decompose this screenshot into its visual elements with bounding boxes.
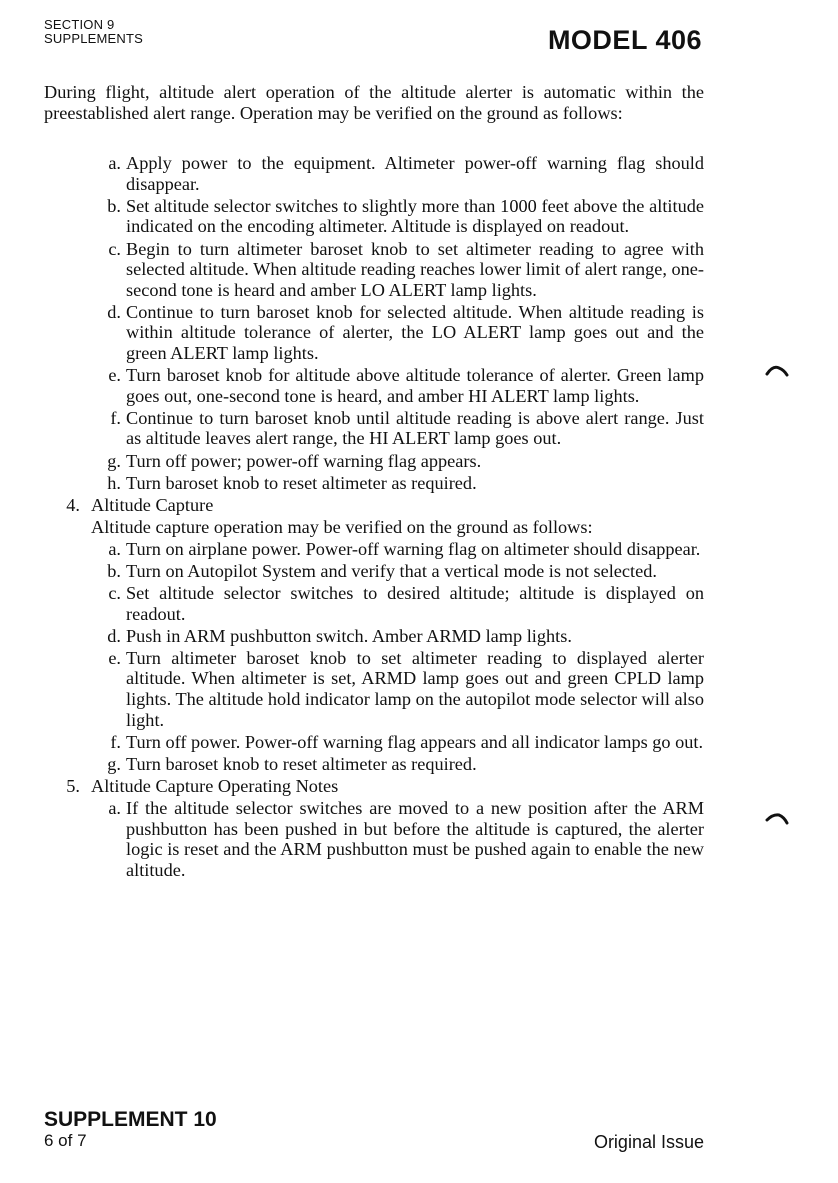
list-item bbox=[44, 732, 704, 753]
section-4-heading bbox=[44, 495, 704, 516]
item-marker: h. bbox=[107, 472, 121, 493]
item-text: Turn off power; power-off warning flag appears. bbox=[126, 450, 482, 471]
item-marker: d. bbox=[107, 301, 121, 322]
section-4-intro-text: Altitude capture operation may be verified on the ground as follows: bbox=[91, 516, 593, 537]
intro-paragraph: During flight, altitude alert operation of the altitude alerter is automatic within the preestablished alert range. Operation may be verified on the ground as follows: bbox=[44, 82, 704, 123]
item-marker: f. bbox=[110, 407, 121, 428]
section-label: SECTION 9 bbox=[44, 17, 115, 32]
item-marker: 5. bbox=[66, 775, 80, 796]
item-marker: c. bbox=[108, 583, 121, 604]
section-4-intro bbox=[44, 517, 704, 538]
item-marker: g. bbox=[107, 450, 121, 471]
item-text: Turn off power. Power-off warning flag appears and all indicator lamps go out. bbox=[126, 731, 704, 752]
list-item bbox=[44, 754, 704, 775]
item-marker: d. bbox=[107, 625, 121, 646]
page-body bbox=[44, 82, 704, 882]
item-marker: b. bbox=[107, 195, 121, 216]
item-text: Turn baroset knob to reset altimeter as required. bbox=[126, 472, 477, 493]
item-marker: e. bbox=[108, 647, 121, 668]
item-text: Turn altimeter baroset knob to set altimeter reading to displayed alerter altitude. When altimeter is set, ARMD lamp goes out and green CPLD lamp lights. The altitude hold indicator lamp on the autopilot mode selector will also light. bbox=[126, 647, 704, 730]
alert-steps-list bbox=[44, 153, 704, 493]
revision-mark-icon bbox=[765, 364, 789, 378]
notes-list bbox=[44, 798, 704, 880]
model-title: MODEL 406 bbox=[547, 25, 702, 55]
item-marker: 4. bbox=[66, 494, 80, 515]
list-item bbox=[44, 626, 704, 647]
list-item bbox=[44, 239, 704, 301]
list-item bbox=[44, 408, 704, 449]
item-marker: c. bbox=[108, 238, 121, 259]
section-header bbox=[44, 18, 143, 46]
item-text: If the altitude selector switches are moved to a new position after the ARM pushbutton has been pushed in but before the altitude is captured, the alerter logic is reset and the ARM pushbutton must be pushed again to enable the new altitude. bbox=[126, 798, 704, 880]
item-marker: g. bbox=[107, 753, 121, 774]
item-marker: a. bbox=[108, 798, 121, 818]
capture-steps-list bbox=[44, 539, 704, 775]
list-item bbox=[44, 561, 704, 582]
section-5-heading bbox=[44, 776, 704, 797]
item-text: Turn on airplane power. Power-off warning flag on altimeter should disappear. bbox=[126, 538, 701, 559]
section-4-title: Altitude Capture bbox=[91, 494, 214, 515]
item-text: Turn baroset knob for altitude above altitude tolerance of alerter. Green lamp goes out, one-second tone is heard, and amber HI ALERT lamp lights. bbox=[126, 365, 704, 406]
supplement-label: SUPPLEMENT 10 bbox=[44, 1108, 217, 1131]
item-text: Continue to turn baroset knob until altitude reading is above alert range. Just as altitude leaves alert range, the HI ALERT lamp goes out. bbox=[126, 407, 704, 449]
footer-left bbox=[44, 1108, 217, 1150]
issue-label: Original Issue bbox=[593, 1132, 704, 1152]
item-text: Begin to turn altimeter baroset knob to set altimeter reading to agree with selected altitude. When altitude reading reaches lower limit of alert range, one-second tone is heard and amber LO ALERT lamp lights. bbox=[126, 238, 704, 300]
list-item bbox=[44, 153, 704, 194]
subsection-label: SUPPLEMENTS bbox=[44, 31, 144, 46]
item-text: Set altitude selector switches to slightly more than 1000 feet above the altitude indicated on the encoding altimeter. Altitude is displayed on readout. bbox=[126, 195, 704, 237]
list-item bbox=[44, 648, 704, 730]
list-item bbox=[44, 473, 704, 494]
item-marker: b. bbox=[107, 560, 121, 581]
list-item bbox=[44, 798, 704, 880]
revision-mark-icon bbox=[765, 812, 789, 826]
list-item bbox=[44, 196, 704, 237]
list-item bbox=[44, 451, 704, 472]
list-item bbox=[44, 539, 704, 560]
item-marker: e. bbox=[108, 365, 121, 386]
item-text: Turn baroset knob to reset altimeter as required. bbox=[126, 753, 477, 774]
list-item bbox=[44, 583, 704, 624]
item-text: Turn on Autopilot System and verify that a vertical mode is not selected. bbox=[126, 560, 657, 581]
item-marker: a. bbox=[108, 538, 121, 559]
item-text: Set altitude selector switches to desired altitude; altitude is displayed on readout. bbox=[126, 583, 704, 624]
list-item bbox=[44, 302, 704, 364]
item-marker: f. bbox=[110, 731, 121, 752]
section-5-title: Altitude Capture Operating Notes bbox=[91, 775, 339, 796]
page-number: 6 of 7 bbox=[44, 1131, 87, 1150]
item-marker: a. bbox=[108, 153, 121, 174]
item-text: Push in ARM pushbutton switch. Amber ARMD lamp lights. bbox=[126, 625, 572, 646]
item-text: Apply power to the equipment. Altimeter power-off warning flag should disappear. bbox=[126, 153, 704, 194]
item-text: Continue to turn baroset knob for selected altitude. When altitude reading is within altitude tolerance of alerter, the LO ALERT lamp goes out and the green ALERT lamp lights. bbox=[126, 301, 704, 364]
list-item bbox=[44, 365, 704, 406]
